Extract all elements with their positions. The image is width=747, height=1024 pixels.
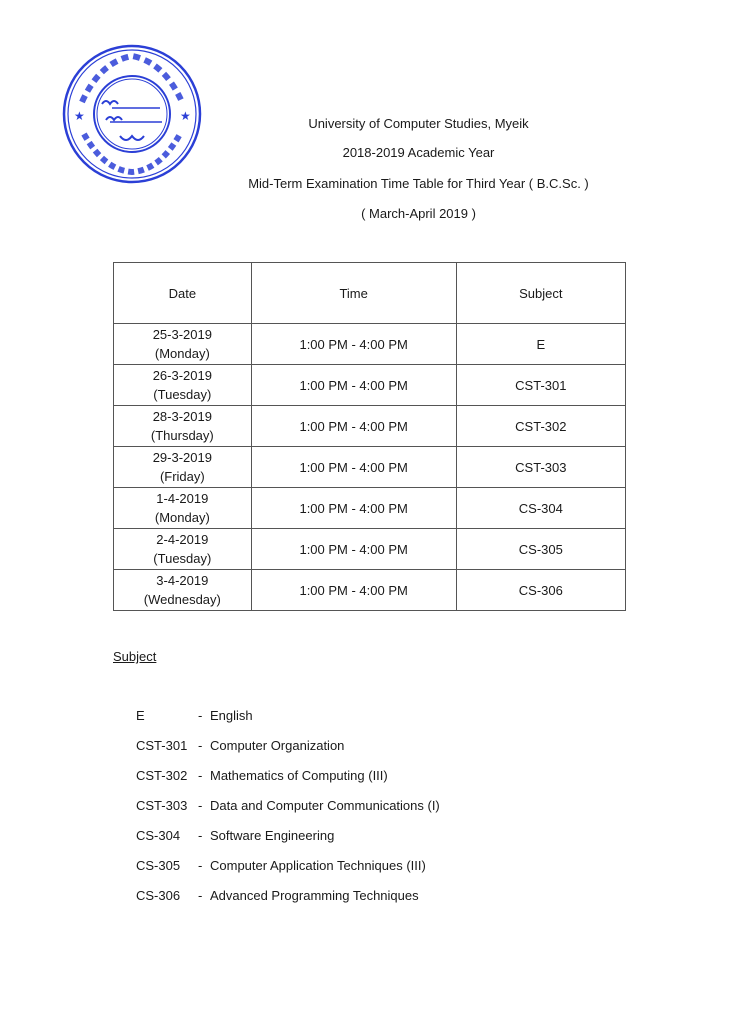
subject-legend-title: Subject [113,649,157,664]
table-row [114,406,626,447]
table-row [114,365,626,406]
subject-code: CS-304 [136,828,181,843]
column-header-date: Date [114,263,252,324]
separator: - [198,828,203,843]
date-cell [114,488,252,529]
list-item [136,768,440,798]
official-seal-icon [60,42,204,186]
separator: - [198,888,203,903]
subject-cell: CS-306 [456,570,625,611]
day: (Friday) [159,469,205,484]
subject-name: English [210,708,253,723]
list-item [136,858,440,888]
table-row [114,570,626,611]
subject-cell: CST-302 [456,406,625,447]
table-header-row [114,263,626,324]
date: 25-3-2019 [152,327,212,342]
subject-code: CST-302 [136,768,188,783]
list-item [136,738,440,768]
subject-name: Computer Application Techniques (III) [210,858,426,873]
table-row [114,447,626,488]
date-cell [114,529,252,570]
date-cell [114,406,252,447]
list-item [136,708,440,738]
separator: - [198,798,203,813]
list-item [136,828,440,858]
table-row [114,324,626,365]
separator: - [198,768,203,783]
day: (Tuesday) [153,551,212,566]
subject-legend [136,708,440,918]
institution-name: University of Computer Studies, Myeik [308,116,529,131]
subject-cell: CS-305 [456,529,625,570]
subject-name: Data and Computer Communications (I) [210,798,440,813]
document-title: Mid-Term Examination Time Table for Third Year ( B.C.Sc. ) [248,176,589,191]
date-cell [114,324,252,365]
time-cell: 1:00 PM - 4:00 PM [251,529,456,570]
svg-text:★: ★ [180,109,191,123]
day: (Wednesday) [143,592,221,607]
table-row [114,529,626,570]
date-cell [114,570,252,611]
day: (Monday) [154,510,210,525]
subject-cell: CS-304 [456,488,625,529]
date: 26-3-2019 [152,368,212,383]
column-header-subject: Subject [456,263,625,324]
separator: - [198,708,203,723]
table-row [114,488,626,529]
date-cell [114,447,252,488]
time-cell: 1:00 PM - 4:00 PM [251,447,456,488]
subject-code: CS-306 [136,888,181,903]
date-cell [114,365,252,406]
time-cell: 1:00 PM - 4:00 PM [251,488,456,529]
academic-year: 2018-2019 Academic Year [342,145,495,160]
subject-code: CST-301 [136,738,188,753]
date: 1-4-2019 [156,491,209,506]
time-cell: 1:00 PM - 4:00 PM [251,406,456,447]
time-cell: 1:00 PM - 4:00 PM [251,570,456,611]
list-item [136,888,440,918]
time-cell: 1:00 PM - 4:00 PM [251,324,456,365]
svg-text:★: ★ [74,109,85,123]
time-cell: 1:00 PM - 4:00 PM [251,365,456,406]
list-item [136,798,440,828]
subject-code: E [136,708,145,723]
date: 2-4-2019 [156,532,209,547]
timetable [113,262,626,611]
separator: - [198,858,203,873]
subject-cell: CST-301 [456,365,625,406]
day: (Thursday) [150,428,214,443]
date: 28-3-2019 [152,409,212,424]
date: 29-3-2019 [152,450,212,465]
day: (Monday) [154,346,210,361]
subject-name: Advanced Programming Techniques [210,888,419,903]
subject-name: Software Engineering [210,828,335,843]
subject-code: CS-305 [136,858,181,873]
column-header-time: Time [251,263,456,324]
date: 3-4-2019 [156,573,209,588]
subject-cell: E [456,324,625,365]
exam-period: ( March-April 2019 ) [361,206,476,221]
subject-name: Mathematics of Computing (III) [210,768,388,783]
day: (Tuesday) [153,387,212,402]
subject-cell: CST-303 [456,447,625,488]
separator: - [198,738,203,753]
subject-name: Computer Organization [210,738,345,753]
subject-code: CST-303 [136,798,188,813]
